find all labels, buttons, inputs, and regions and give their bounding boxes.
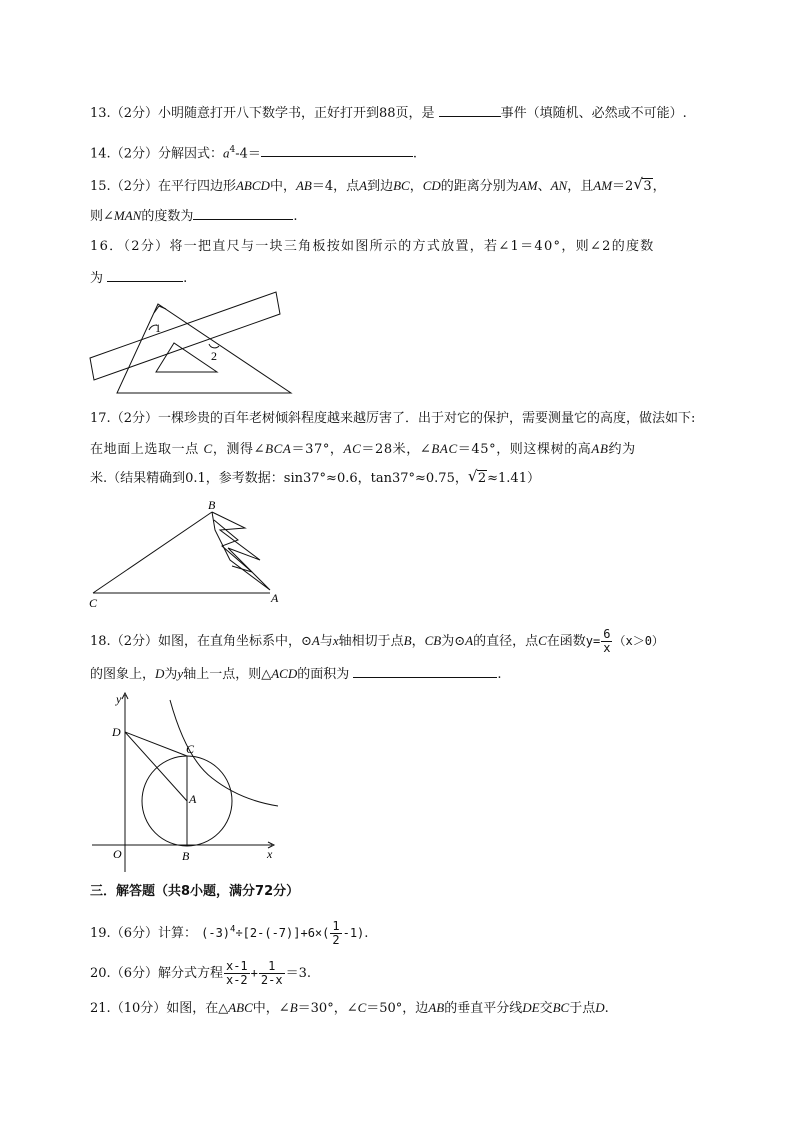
section-3-title-text: 三．解答题（共8小题，满分72分） [90, 884, 300, 899]
q15-text: ＝4，点 [311, 179, 360, 194]
q17-text: ，测得∠ [212, 442, 266, 457]
question-17-line-1 [90, 410, 695, 428]
q18-text: 为⊙ [441, 634, 466, 649]
q20-frac2-num: 1 [259, 960, 285, 974]
q14-answer-blank[interactable] [261, 144, 413, 157]
question-16-line-2 [90, 269, 187, 288]
q18-var: B [403, 633, 412, 648]
section-3-title [90, 883, 299, 901]
q18-text: 如图，在直角坐标系中，⊙ [157, 634, 312, 649]
q16-text: 为 [90, 271, 104, 286]
q21-text: 交 [539, 1001, 553, 1016]
q15-answer-blank[interactable] [193, 207, 293, 220]
q15-sqrt: √ 3 [633, 175, 652, 194]
question-18-line-1 [90, 628, 664, 655]
q18-text: 的图象上， [90, 667, 156, 682]
q21-var: AB [428, 1000, 445, 1015]
q16-angle-2-arc [209, 344, 219, 348]
q14-var-a: a [222, 145, 230, 161]
question-20 [90, 960, 311, 987]
q18-answer-blank[interactable] [353, 665, 497, 678]
q16-answer-blank[interactable] [107, 269, 183, 282]
q17-sqrt-value: 2 [477, 471, 487, 486]
q15-var: AM [518, 178, 538, 193]
q17-sqrt: √ 2 [467, 467, 487, 486]
q21-var: C [357, 1000, 367, 1015]
q15-sqrt-value: 3 [643, 179, 652, 194]
q18-number: 18. [90, 634, 111, 649]
q17-var: C [203, 441, 213, 456]
q16-angle-1-arc [149, 325, 157, 330]
q15-text: 到边 [367, 179, 394, 194]
q15-text: ，且 [567, 179, 594, 194]
q21-number: 21. [90, 1001, 111, 1016]
q13-text-a: 小明随意打开八下数学书，正好打开到88页，是 [157, 106, 435, 121]
q20-end: ＝3. [285, 966, 311, 981]
q20-score: （6分） [110, 966, 158, 981]
q17-label-B: B [208, 498, 216, 512]
q18-condition: （x＞0） [613, 634, 664, 648]
q16-ruler [90, 292, 280, 380]
q19-expr-exponent: 4 [230, 924, 236, 935]
q18-text: 与 [319, 634, 333, 649]
q18-label-A: A [189, 792, 197, 806]
q15-var: AN [550, 178, 568, 193]
question-14 [90, 141, 417, 163]
q13-score: （2分） [110, 106, 158, 121]
q18-text: 为 [164, 667, 178, 682]
q17-line-cb [93, 512, 212, 593]
q20-frac2-den: 2-x [260, 973, 283, 987]
q15-var: BC [393, 178, 410, 193]
question-15-line-2 [90, 207, 298, 226]
q13-number: 13. [90, 106, 111, 121]
q16-inner-triangle [156, 343, 217, 372]
question-15-line-1 [90, 177, 666, 196]
q17-text: 米.（结果精确到0.1，参考数据：sin37°≈0.6，tan37°≈0.75， [90, 471, 468, 486]
q21-text: 中，∠ [252, 1001, 290, 1016]
q18-fraction [601, 628, 612, 655]
q18-text: ， [411, 634, 425, 649]
q15-text: 、 [537, 179, 551, 194]
q18-segment-DC [125, 732, 187, 756]
q16-label-2: 2 [211, 349, 217, 363]
q21-text: 如图，在△ [166, 1001, 229, 1016]
q17-text: ＝28米，∠ [361, 442, 432, 457]
q19-frac-num: 1 [332, 919, 340, 933]
q18-segment-DA [125, 732, 187, 801]
q17-label-A: A [271, 591, 279, 605]
q21-var: BC [552, 1000, 570, 1015]
question-17-line-2 [90, 440, 636, 459]
q20-text: 解分式方程 [157, 966, 223, 981]
q18-frac-num: 6 [603, 627, 611, 641]
q18-label-x: x [267, 847, 273, 861]
q17-tree [212, 512, 270, 590]
q17-var: BAC [431, 441, 458, 456]
q19-expr-b: ÷[2-(-7)]+6×( [235, 926, 330, 940]
q14-exponent: 4 [229, 145, 236, 155]
q18-text: 轴相切于点 [338, 634, 404, 649]
q21-text: ＝50°，边 [366, 1001, 429, 1016]
q19-expr-c: -1) [342, 926, 365, 940]
q20-number: 20. [90, 966, 111, 981]
q18-text: 的直径，点 [473, 634, 539, 649]
q13-text-b: 事件（填随机、必然或不可能）. [500, 106, 687, 121]
q17-text: 约为 [608, 442, 636, 457]
q18-y-arrow [122, 693, 128, 699]
q18-var: D [155, 666, 165, 681]
q18-var: ACD [271, 666, 298, 681]
q16-text: 将一把直尺与一块三角板按如图所示的方式放置，若∠1＝40°，则∠2的度数 [169, 239, 655, 254]
q15-text: 的度数为 [141, 209, 194, 224]
q15-score: （2分） [110, 179, 158, 194]
q21-var: ABC [228, 1000, 253, 1015]
question-16-line-1 [90, 238, 655, 256]
q20-fraction-2 [259, 960, 285, 987]
q18-text: 的面积为 [297, 667, 350, 682]
q17-text: ＝45°，则这棵树的高 [457, 442, 592, 457]
q15-text: 则∠ [90, 209, 114, 224]
q17-text: 一棵珍贵的百年老树倾斜程度越来越厉害了．出于对它的保护，需要测量它的高度，做法如下: [157, 411, 696, 426]
q18-var: A [465, 633, 474, 648]
q20-frac1-num: x-1 [225, 959, 248, 973]
q17-score: （2分） [110, 411, 158, 426]
q18-var: x [332, 633, 339, 648]
q14-end: . [412, 146, 418, 162]
q16-right-angle-mark [154, 306, 166, 313]
q19-frac-den: 2 [332, 933, 340, 947]
q17-var: BCA [265, 441, 292, 456]
q21-var: DE [522, 1000, 540, 1015]
q16-label-1: 1 [155, 321, 161, 335]
question-19 [90, 920, 368, 947]
q15-var: CD [422, 178, 441, 193]
q21-text: ＝30°，∠ [297, 1001, 358, 1016]
q18-label-y: y [116, 692, 122, 706]
q18-var: y [177, 666, 184, 681]
q14-number: 14. [90, 146, 111, 162]
q15-number: 15. [90, 179, 111, 194]
q21-text: 于点 [569, 1001, 596, 1016]
q14-text-b: -4＝ [235, 146, 261, 162]
q19-end: . [364, 926, 369, 941]
q21-var: D [595, 1000, 605, 1015]
q19-score: （6分） [110, 926, 158, 941]
question-13 [90, 104, 687, 123]
q20-frac1-den: x-2 [225, 973, 248, 987]
q15-text: 中， [269, 179, 296, 194]
q19-fraction [330, 920, 341, 947]
question-17-line-3 [90, 467, 540, 488]
q15-var: ABCD [235, 178, 270, 193]
q19-number: 19. [90, 926, 111, 941]
q20-fraction-1 [224, 960, 250, 987]
q18-x-arrow [268, 842, 274, 848]
q15-var: MAN [113, 208, 142, 223]
q21-text: 的垂直平分线 [444, 1001, 523, 1016]
q15-var: A [359, 178, 368, 193]
q18-circle-A [142, 756, 232, 846]
q18-end: . [497, 667, 502, 682]
q17-tree-branches [214, 520, 252, 572]
q17-text: 在地面上选取一点 [90, 442, 199, 457]
q21-text: . [604, 1001, 609, 1016]
q19-text: 计算： [157, 926, 197, 941]
q18-var: C [538, 633, 547, 648]
q15-text: ， [652, 179, 666, 194]
q15-end: . [293, 209, 298, 224]
q17-label-C: C [89, 596, 98, 610]
q18-label-D: D [112, 725, 121, 739]
q20-plus: + [250, 966, 258, 980]
q15-var: AM [593, 178, 613, 193]
q17-var: AB [591, 441, 609, 456]
q18-frac-den: x [603, 641, 611, 655]
q18-label-C: C [186, 742, 195, 756]
q18-func-y: y= [585, 634, 601, 648]
q15-var: AB [295, 178, 312, 193]
q17-number: 17. [90, 411, 111, 426]
q16-set-square [117, 304, 291, 393]
q18-label-B: B [182, 849, 190, 863]
q15-text: 的距离分别为 [440, 179, 519, 194]
q18-text: 轴上一点，则△ [183, 667, 272, 682]
q18-var: CB [424, 633, 442, 648]
q15-text: 在平行四边形 [157, 179, 236, 194]
q19-expr-a: (-3) [201, 926, 231, 940]
q21-score: （10分） [110, 1001, 167, 1016]
q18-score: （2分） [110, 634, 158, 649]
q14-text-a: 分解因式： [157, 146, 223, 162]
q13-answer-blank[interactable] [439, 104, 501, 117]
q17-text: ≈1.41） [487, 471, 540, 486]
q18-label-O: O [113, 847, 122, 861]
q16-score: （2分） [123, 239, 170, 254]
question-18-line-2 [90, 665, 502, 684]
q16-end: . [183, 271, 188, 286]
q14-score: （2分） [110, 146, 158, 162]
q17-text: ＝37°， [291, 442, 344, 457]
question-21 [90, 999, 609, 1018]
q18-text: 在函数 [546, 634, 586, 649]
q15-text: ， [409, 179, 423, 194]
q15-text: ＝2 [612, 179, 634, 194]
q18-hyperbola [170, 700, 278, 806]
q17-var: AC [343, 441, 362, 456]
q18-var: A [311, 633, 320, 648]
q16-number: 16． [90, 239, 124, 254]
q21-var: B [289, 1000, 298, 1015]
